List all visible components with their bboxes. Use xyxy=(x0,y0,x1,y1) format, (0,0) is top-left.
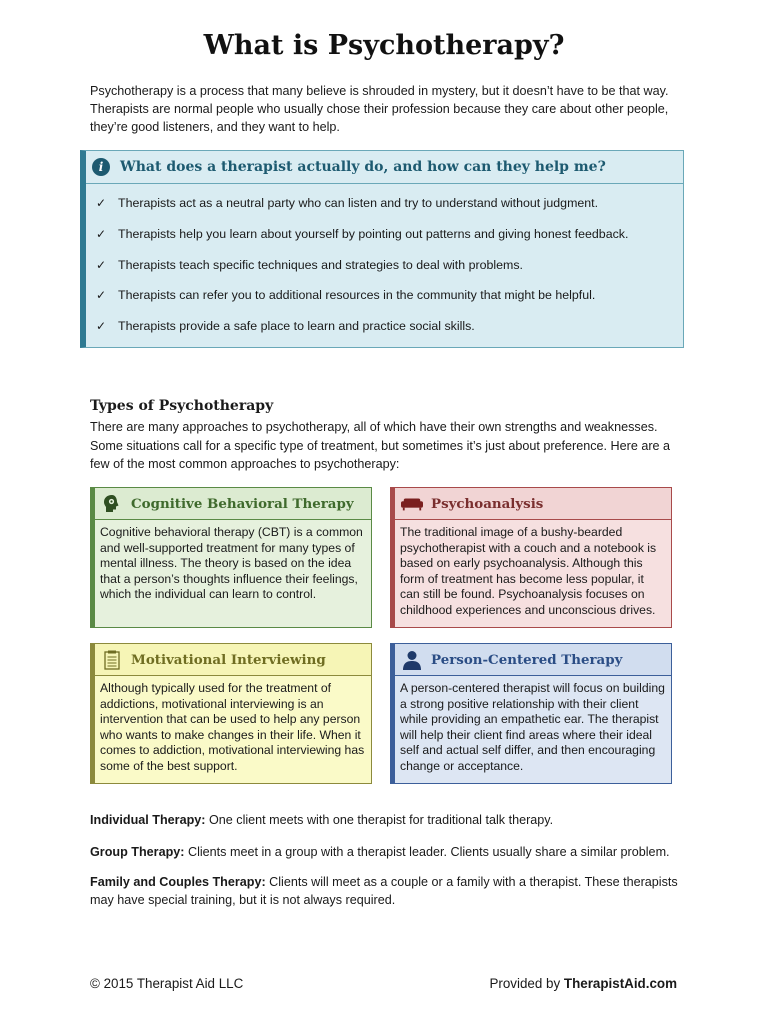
card-title: Psychoanalysis xyxy=(431,495,544,512)
list-item: ✓ Therapists help you learn about yourself by pointing out patterns and giving honest feedback. xyxy=(96,223,683,254)
card-body: A person-centered therapist will focus on building a strong positive relationship with their client while providing an empathetic ear. The therapist will help their client find areas where their ideal self and actual self differ, and then encouraging change or acceptance. xyxy=(400,681,665,773)
page-title: What is Psychotherapy? xyxy=(203,30,565,61)
card-motivational-interviewing xyxy=(90,643,372,784)
info-box xyxy=(80,150,684,348)
card-body: The traditional image of a bushy-bearded psychotherapist with a couch and a notebook is based on early psychoanalysis. Although this form of treatment has become less popular, it can still be found. Psychoanalysis focuses on childhood experiences and unconscious drives. xyxy=(400,525,657,617)
list-item: ✓ Therapists teach specific techniques and strategies to deal with problems. xyxy=(96,254,683,285)
card-title: Motivational Interviewing xyxy=(131,651,326,668)
card-title: Person-Centered Therapy xyxy=(431,651,623,668)
check-icon: ✓ xyxy=(96,226,107,241)
info-list xyxy=(86,184,683,346)
intro-paragraph: Psychotherapy is a process that many believe is shrouded in mystery, but it doesn’t have to be that way. Therapists are normal people who usually chose their profession because they care about other people, they’re good listeners, and they want to help. xyxy=(90,84,669,134)
card-header xyxy=(95,644,371,676)
types-heading: Types of Psychotherapy xyxy=(90,398,274,414)
card-person-centered xyxy=(390,643,672,784)
definition-group: Group Therapy: Clients meet in a group with a therapist leader. Clients usually share a similar problem. xyxy=(90,845,670,859)
card-header xyxy=(395,488,671,520)
list-item: ✓ Therapists provide a safe place to learn and practice social skills. xyxy=(96,315,683,346)
check-icon: ✓ xyxy=(96,257,107,272)
definition-individual: Individual Therapy: One client meets with one therapist for traditional talk therapy. xyxy=(90,813,554,827)
info-question: What does a therapist actually do, and how can they help me? xyxy=(120,159,606,175)
list-item: ✓ Therapists act as a neutral party who can listen and try to understand without judgment. xyxy=(96,192,683,223)
info-icon: i xyxy=(92,158,110,176)
footer-copyright: © 2015 Therapist Aid LLC xyxy=(90,976,244,991)
card-cbt xyxy=(90,487,372,628)
card-body: Although typically used for the treatment of addictions, motivational interviewing is an intervention that can be used to help any person who wants to make changes in their life. When it comes to addiction, motivational interviewing has some of the best support. xyxy=(100,681,365,773)
types-intro: There are many approaches to psychotherapy, all of which have their own strengths and weaknesses. Some situations call for a specific type of treatment, but sometimes it’s just about preference. Here are a few of the most common approaches to psychotherapy: xyxy=(90,420,671,471)
check-icon: ✓ xyxy=(96,288,107,303)
list-item: ✓ Therapists can refer you to additional resources in the community that might be helpful. xyxy=(96,284,683,315)
head-gear-icon xyxy=(101,494,123,514)
check-icon: ✓ xyxy=(96,196,107,210)
definition-family: Family and Couples Therapy: Clients will meet as a couple or a family with a therapist. These therapists may have special training, but it is not always required. xyxy=(90,875,678,907)
card-title: Cognitive Behavioral Therapy xyxy=(131,495,354,512)
footer-brand-link[interactable]: TherapistAid.com xyxy=(563,976,677,991)
card-header xyxy=(395,644,671,676)
card-psychoanalysis xyxy=(390,487,672,628)
card-header xyxy=(95,488,371,520)
footer-provided-by: Provided by TherapistAid.com xyxy=(489,976,677,991)
notepad-icon xyxy=(101,650,123,670)
card-body: Cognitive behavioral therapy (CBT) is a common and well-supported treatment for many types of mental illness. The theory is based on the idea that a person’s thoughts influence their feelings, which the individual can learn to control. xyxy=(100,525,363,602)
couch-icon xyxy=(401,494,423,514)
info-header xyxy=(86,151,683,184)
check-icon: ✓ xyxy=(96,319,107,334)
person-icon xyxy=(401,650,423,670)
